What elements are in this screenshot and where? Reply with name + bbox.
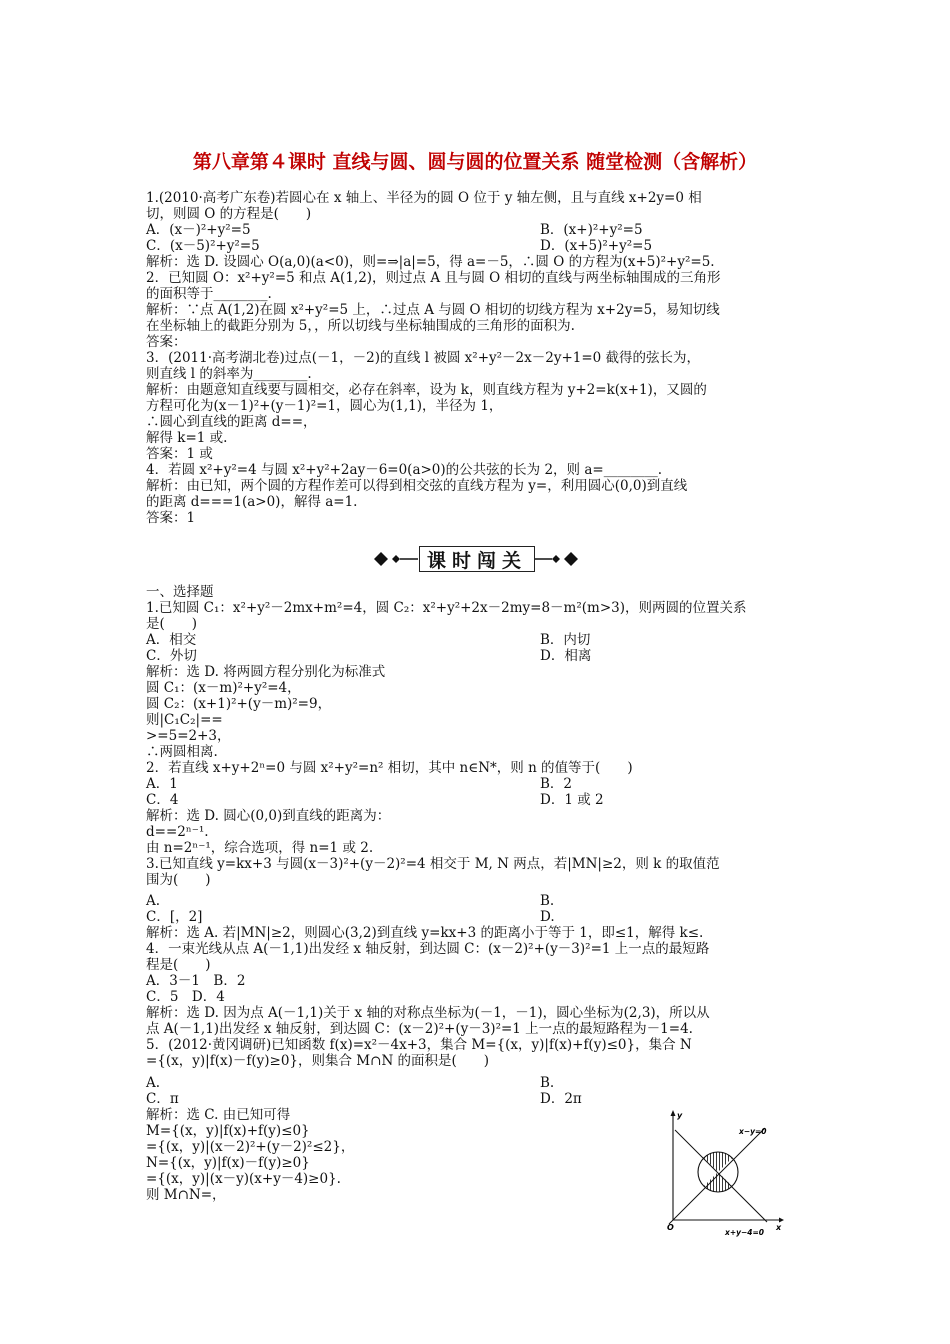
x-axis-label: x (776, 1223, 782, 1232)
text-line: 点 A(－1,1)出发经 x 轴反射，到达圆 C：(x－2)²+(y－3)²=1 上一点的最短路程为－1=4. (146, 1021, 693, 1037)
text-line: A．1 (146, 776, 178, 792)
text-line: 3.已知直线 y=kx+3 与圆(x－3)²+(y－2)²=4 相交于 M, N 两点，若|MN|≥2，则 k 的取值范 (146, 856, 720, 872)
text-line: ∴圆心到直线的距离 d==， (146, 414, 317, 430)
section-banner (372, 546, 582, 572)
text-line: ={(x，y)|(x－y)(x+y－4)≥0}. (146, 1171, 341, 1187)
text-line: 切，则圆 O 的方程是( ) (146, 206, 312, 222)
text-line: M={(x，y)|f(x)+f(y)≤0} (146, 1123, 310, 1139)
text-line-option: B．2 (540, 776, 573, 792)
line-x-plus-y-minus-4 (675, 1130, 767, 1222)
text-line: 2．已知圆 O：x²+y²=5 和点 A(1,2)，则过点 A 且与圆 O 相切的直线与两坐标轴围成的三角形 (146, 270, 721, 286)
text-line: 解析：选 C. 由已知可得 (146, 1107, 291, 1123)
text-line: 则直线 l 的斜率为________. (146, 366, 312, 382)
text-line: C．5 D．4 (146, 989, 225, 1005)
text-line: 在坐标轴上的截距分别为 5，，所以切线与坐标轴围成的三角形的面积为. (146, 318, 575, 334)
text-line: 解析：选 D. 圆心(0,0)到直线的距离为： (146, 808, 391, 824)
banner-label-box (419, 546, 535, 572)
figure-diagram (655, 1108, 785, 1238)
text-line-option: D．(x+5)²+y²=5 (540, 238, 653, 254)
text-line: 答案： (146, 334, 187, 350)
text-line: 解析：选 D. 将两圆方程分别化为标准式 (146, 664, 386, 680)
y-axis-arrow-icon (671, 1110, 676, 1116)
text-line: 1.(2010·高考广东卷)若圆心在 x 轴上、半径为的圆 O 位于 y 轴左侧，且与直线 x+2y=0 相 (146, 190, 702, 206)
text-line: d==2ⁿ⁻¹. (146, 824, 209, 840)
text-line: 是( ) (146, 616, 198, 632)
text-line-option: B．内切 (540, 632, 591, 648)
x-axis-arrow-icon (779, 1218, 784, 1223)
text-line: 的面积等于________. (146, 286, 272, 302)
text-line: 围为( ) (146, 872, 211, 888)
text-line: ={(x，y)|f(x)－f(y)≥0}，则集合 M∩N 的面积是( ) (146, 1053, 490, 1069)
text-line-option: B．(x+)²+y²=5 (540, 222, 643, 238)
banner-label: 课时闯关 (426, 549, 527, 572)
text-line: 3．(2011·高考湖北卷)过点(－1，－2)的直线 l 被圆 x²+y²－2x－2y+1=0 截得的弦长为， (146, 350, 701, 366)
text-line: A．(x－)²+y²=5 (146, 222, 251, 238)
text-line: C．4 (146, 792, 179, 808)
text-line: A. (146, 893, 161, 909)
text-line: 4．一束光线从点 A(－1,1)出发经 x 轴反射，到达圆 C：(x－2)²+(y－3)²=1 上一点的最短路 (146, 941, 710, 957)
text-line: 圆 C₁：(x－m)²+y²=4， (146, 680, 301, 696)
text-line: 解析：由已知，两个圆的方程作差可以得到相交弦的直线方程为 y=，利用圆心(0,0)到直线 (146, 478, 688, 494)
text-line: ∴两圆相离. (146, 744, 218, 760)
text-line: 解析：选 D. 设圆心 O(a,0)(a<0)，则=⇒|a|=5，得 a=－5，∴圆 O 的方程为(x+5)²+y²=5. (146, 254, 715, 270)
text-line: >=5=2+3， (146, 728, 231, 744)
text-line: 的距离 d===1(a>0)，解得 a=1. (146, 494, 358, 510)
text-line: 则 M∩N=， (146, 1187, 226, 1203)
text-line: 程是( ) (146, 957, 211, 973)
text-line: A. (146, 1075, 161, 1091)
text-line-option: B. (540, 1075, 555, 1091)
text-line: 答案：1 或 (146, 446, 213, 462)
text-line: C．π (146, 1091, 179, 1107)
text-line: 解析：选 D. 因为点 A(－1,1)关于 x 轴的对称点坐标为(－1，－1)，圆心坐标为(2,3)，所以从 (146, 1005, 710, 1021)
text-line: 5．(2012·黄冈调研)已知函数 f(x)=x²－4x+3，集合 M={(x，y)|f(x)+f(y)≤0}，集合 N (146, 1037, 692, 1053)
text-line: C．(x－5)²+y²=5 (146, 238, 260, 254)
text-line: 2．若直线 x+y+2ⁿ=0 与圆 x²+y²=n² 相切，其中 n∈N*，则 n 的值等于( ) (146, 760, 633, 776)
text-line: N={(x，y)|f(x)－f(y)≥0} (146, 1155, 310, 1171)
origin-label: O (667, 1223, 674, 1232)
line1-label: x−y=0 (739, 1127, 767, 1136)
text-line: 方程可化为(x－1)²+(y－1)²=1，圆心为(1,1)，半径为 1， (146, 398, 503, 414)
text-line-option: D．2π (540, 1091, 582, 1107)
text-line-option: B. (540, 893, 555, 909)
text-line: 一、选择题 (146, 584, 214, 600)
text-line: 答案：1 (146, 510, 196, 526)
text-line: 圆 C₂：(x+1)²+(y－m)²=9， (146, 696, 332, 712)
text-line: A．3－1 B．2 (146, 973, 246, 989)
text-line: ={(x，y)|(x－2)²+(y－2)²≤2}， (146, 1139, 355, 1155)
text-line: 解析：选 A. 若|MN|≥2，则圆心(3,2)到直线 y=kx+3 的距离小于等于 1，即≤1，解得 k≤. (146, 925, 704, 941)
text-line: C．[，2] (146, 909, 203, 925)
coordinate-diagram (655, 1108, 785, 1238)
text-line-option: D．1 或 2 (540, 792, 604, 808)
text-line-option: D. (540, 909, 555, 925)
text-line: 解析：∵点 A(1,2)在圆 x²+y²=5 上，∴过点 A 与圆 O 相切的切线方程为 x+2y=5，易知切线 (146, 302, 720, 318)
text-line: 1.已知圆 C₁：x²+y²－2mx+m²=4，圆 C₂：x²+y²+2x－2my=8－m²(m>3)，则两圆的位置关系 (146, 600, 747, 616)
line-x-minus-y (669, 1128, 765, 1224)
text-line: C．外切 (146, 648, 197, 664)
text-line: 解得 k=1 或. (146, 430, 228, 446)
line2-label: x+y−4=0 (725, 1228, 765, 1237)
text-line: 则|C₁C₂|== (146, 712, 223, 728)
text-line: 由 n=2ⁿ⁻¹，综合选项，得 n=1 或 2. (146, 840, 374, 856)
text-line: A．相交 (146, 632, 197, 648)
y-axis-label: y (677, 1111, 683, 1120)
page-title: 第八章第４课时 直线与圆、圆与圆的位置关系 随堂检测（含解析） (192, 151, 758, 173)
text-line-option: D．相离 (540, 648, 592, 664)
text-line: 解析：由题意知直线要与圆相交，必存在斜率，设为 k，则直线方程为 y+2=k(x+1)，又圆的 (146, 382, 707, 398)
text-line: 4．若圆 x²+y²=4 与圆 x²+y²+2ay－6=0(a>0)的公共弦的长为 2，则 a=________. (146, 462, 662, 478)
